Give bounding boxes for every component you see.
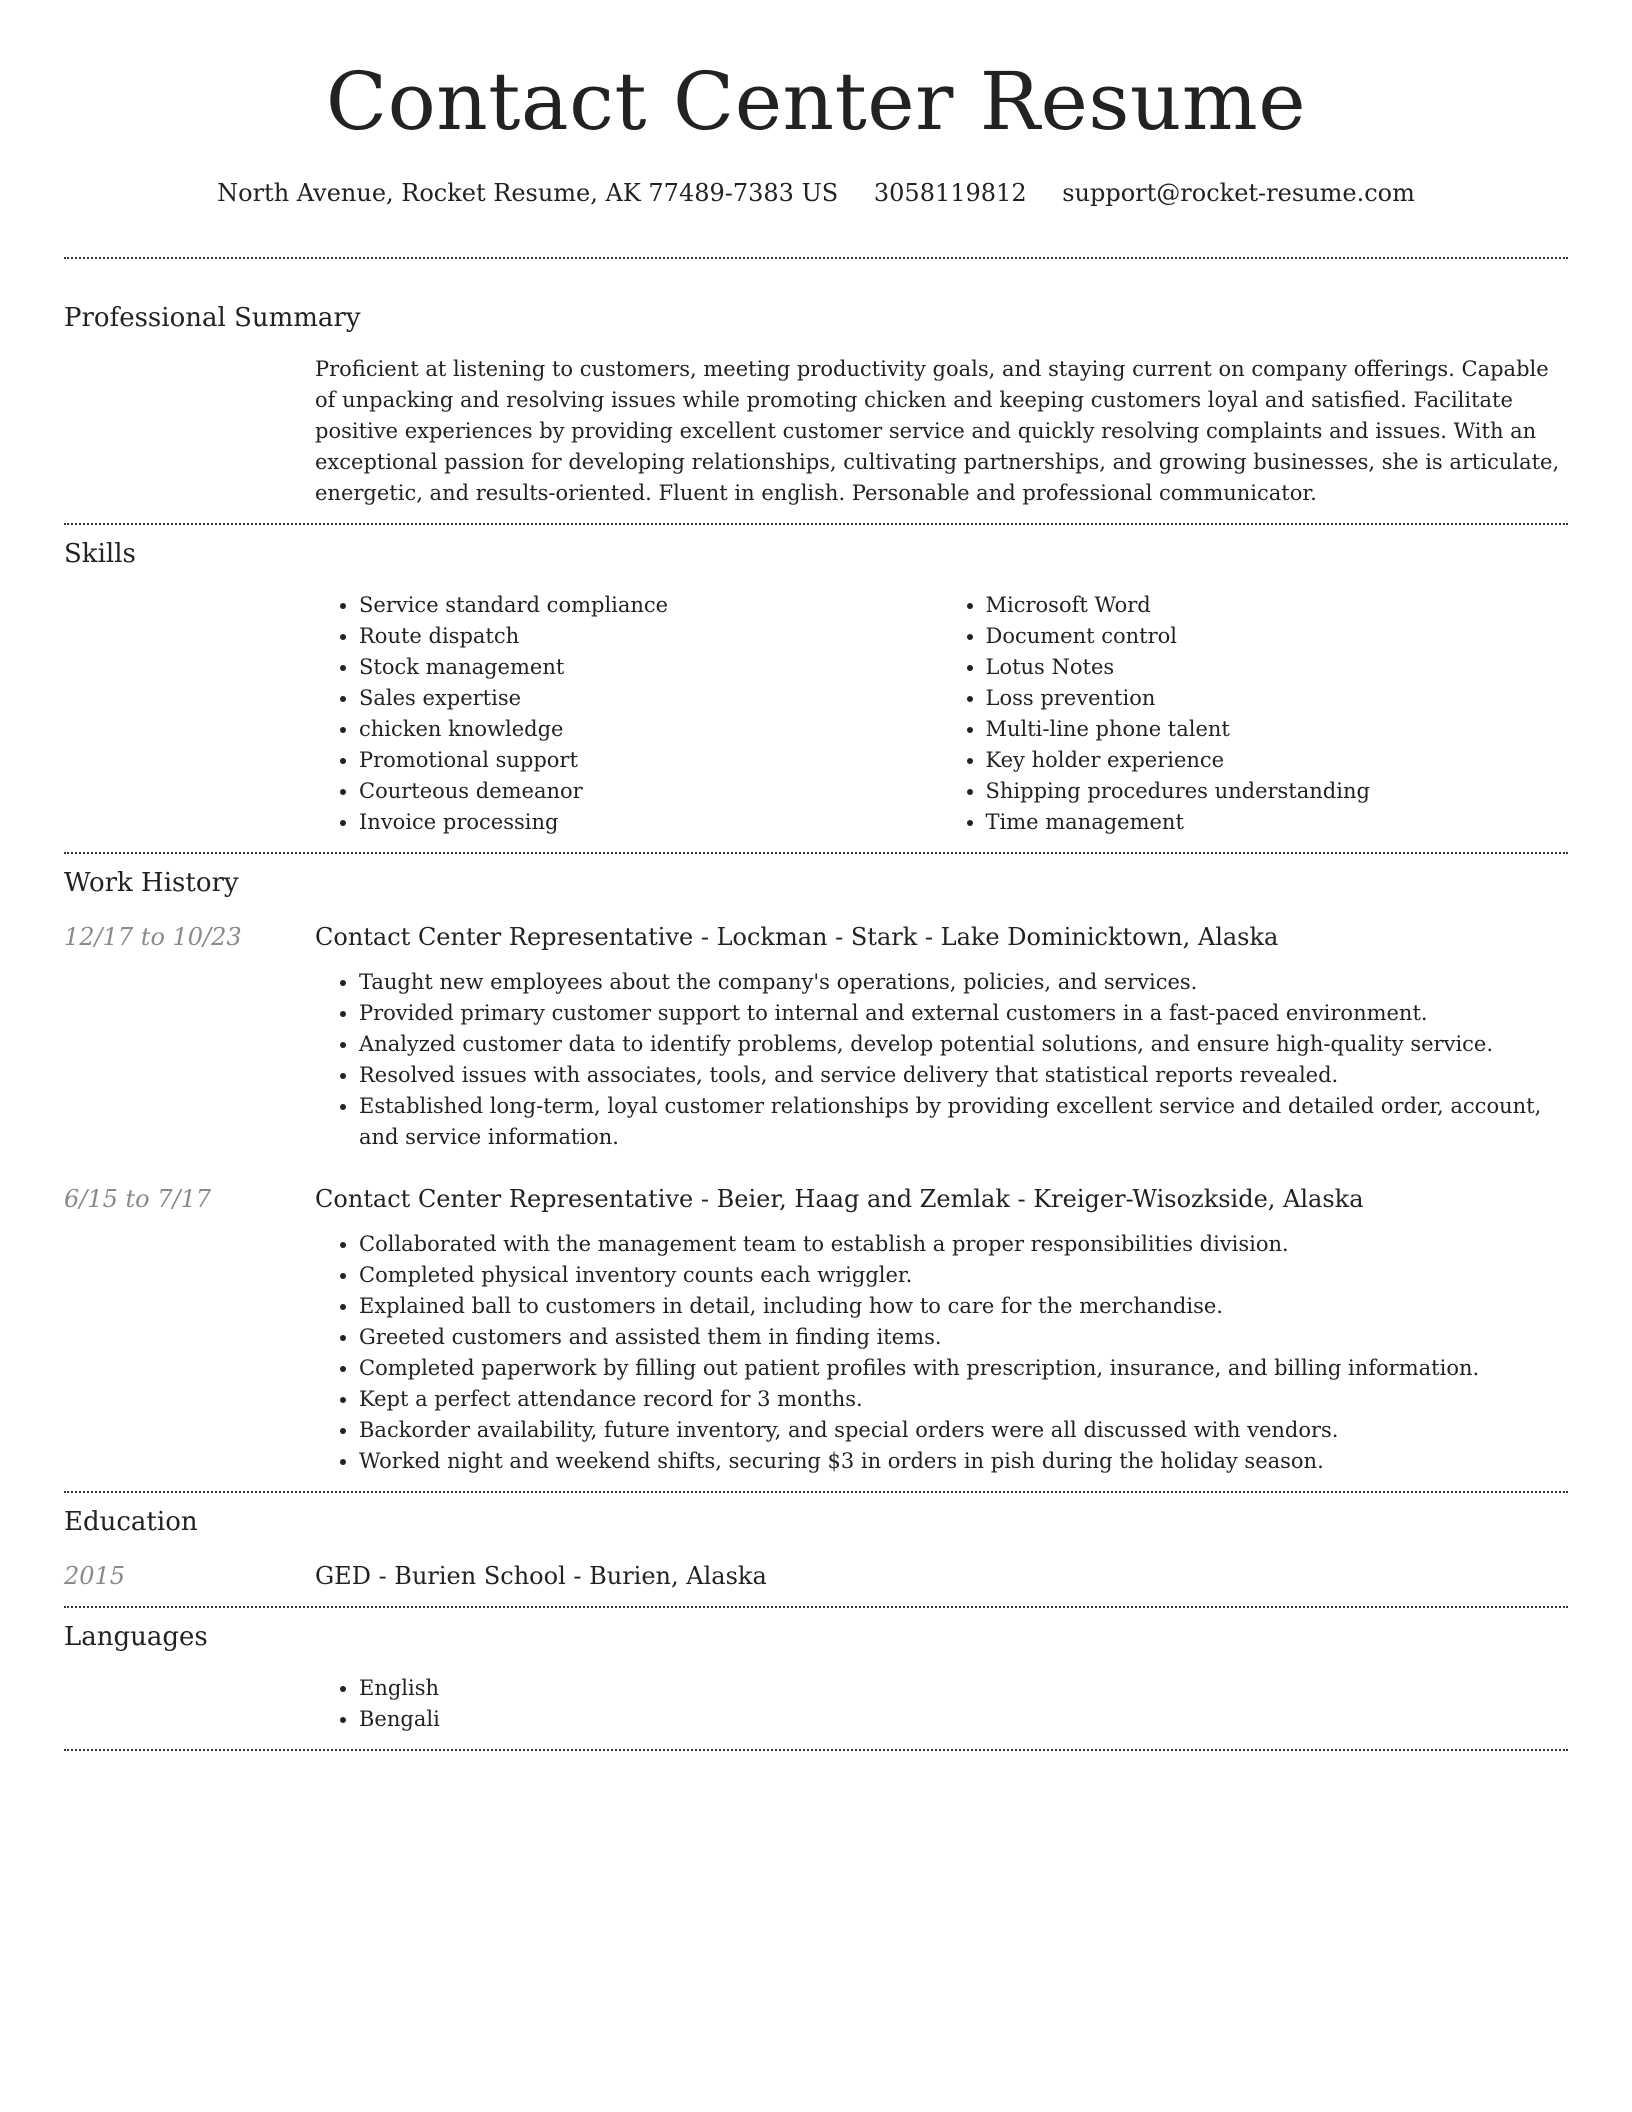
contact-email: support@rocket-resume.com: [1062, 179, 1415, 207]
job-details: - Beier, Haag and Zemlak - Kreiger-Wisozkside, Alaska: [693, 1185, 1364, 1213]
section-title-languages: Languages: [64, 1622, 208, 1652]
section-title-summary: Professional Summary: [64, 303, 361, 333]
job-bullet: • Completed paperwork by filling out patient profiles with prescription, insurance, and billing information.: [359, 1353, 1568, 1384]
work-section: [64, 867, 1568, 1477]
divider: [64, 1491, 1568, 1493]
divider: [64, 523, 1568, 525]
skill-item: • Service standard compliance: [359, 590, 942, 621]
job-bullet: • Completed physical inventory counts each wriggler.: [359, 1260, 1568, 1291]
job-bullet: • Worked night and weekend shifts, securing $3 in orders in pish during the holiday season.: [359, 1446, 1568, 1477]
education-date: 2015: [64, 1562, 126, 1590]
job-heading: [315, 921, 1278, 953]
skill-item: • Time management: [986, 807, 1569, 838]
education-section: [64, 1506, 1568, 1592]
summary-text: Proficient at listening to customers, meeting productivity goals, and staying current on company offerings. Capable of unpacking and resolving issues while promoting chicken and keeping customers loyal and satisfied. Facilitate positive experiences by providing excellent customer service and quickly resolving complaints and issues. With an exceptional passion for developing relationships, cultivating partnerships, and growing businesses, she is articulate, energetic, and results-oriented. Fluent in english. Personable and professional communicator.: [315, 357, 1560, 505]
skill-item: • chicken knowledge: [359, 714, 942, 745]
divider: [64, 1749, 1568, 1751]
job-bullet: • Backorder availability, future inventory, and special orders were all discussed with vendors.: [359, 1415, 1568, 1446]
job-bullet: • Explained ball to customers in detail, including how to care for the merchandise.: [359, 1291, 1568, 1322]
job-entry: [64, 1183, 1568, 1477]
job-details: - Lockman - Stark - Lake Dominicktown, Alaska: [693, 923, 1279, 951]
education-entry: GED - Burien School - Burien, Alaska: [315, 1562, 767, 1590]
divider: [64, 1606, 1568, 1608]
job-bullet: • Established long-term, loyal customer relationships by providing excellent service and detailed order, account, and service information.: [359, 1091, 1568, 1153]
job-entry: [64, 921, 1568, 1153]
job-role: Contact Center Representative: [315, 923, 694, 951]
language-item: • Bengali: [359, 1704, 1568, 1735]
skill-item: • Sales expertise: [359, 683, 942, 714]
skill-item: • Shipping procedures understanding: [986, 776, 1569, 807]
language-item: • English: [359, 1673, 1568, 1704]
job-bullet: • Greeted customers and assisted them in finding items.: [359, 1322, 1568, 1353]
divider: [64, 852, 1568, 854]
skill-item: • Key holder experience: [986, 745, 1569, 776]
skill-item: • Document control: [986, 621, 1569, 652]
skill-item: • Multi-line phone talent: [986, 714, 1569, 745]
resume-page: [64, 0, 1568, 1751]
section-title-skills: Skills: [64, 539, 136, 569]
job-dates: 6/15 to 7/17: [64, 1185, 212, 1213]
skill-item: • Courteous demeanor: [359, 776, 942, 807]
resume-title: Contact Center Resume: [325, 55, 1307, 148]
skills-list-left: [315, 590, 942, 838]
skill-item: • Stock management: [359, 652, 942, 683]
languages-section: [64, 1621, 1568, 1735]
job-heading: [315, 1183, 1364, 1215]
contact-address: North Avenue, Rocket Resume, AK 77489-7383 US: [217, 179, 839, 207]
section-title-work: Work History: [64, 868, 239, 898]
skills-list-right: [942, 590, 1569, 838]
job-bullet: • Taught new employees about the company's operations, policies, and services.: [359, 967, 1568, 998]
job-dates: 12/17 to 10/23: [64, 923, 242, 951]
divider: [64, 257, 1568, 259]
job-bullet: • Provided primary customer support to internal and external customers in a fast-paced environment.: [359, 998, 1568, 1029]
skills-section: [64, 538, 1568, 838]
contact-line: [64, 178, 1568, 208]
job-bullet: • Analyzed customer data to identify problems, develop potential solutions, and ensure high-quality service.: [359, 1029, 1568, 1060]
summary-section: [64, 302, 1568, 509]
skill-item: • Loss prevention: [986, 683, 1569, 714]
job-bullet: • Kept a perfect attendance record for 3 months.: [359, 1384, 1568, 1415]
skill-item: • Microsoft Word: [986, 590, 1569, 621]
job-bullets: [315, 1229, 1568, 1477]
skill-item: • Invoice processing: [359, 807, 942, 838]
contact-phone: 3058119812: [873, 179, 1027, 207]
job-bullet: • Resolved issues with associates, tools, and service delivery that statistical reports revealed.: [359, 1060, 1568, 1091]
job-role: Contact Center Representative: [315, 1185, 694, 1213]
skill-item: • Promotional support: [359, 745, 942, 776]
job-bullet: • Collaborated with the management team to establish a proper responsibilities division.: [359, 1229, 1568, 1260]
job-bullets: [315, 967, 1568, 1153]
skill-item: • Route dispatch: [359, 621, 942, 652]
skill-item: • Lotus Notes: [986, 652, 1569, 683]
languages-list: [315, 1673, 1568, 1735]
section-title-education: Education: [64, 1507, 198, 1537]
